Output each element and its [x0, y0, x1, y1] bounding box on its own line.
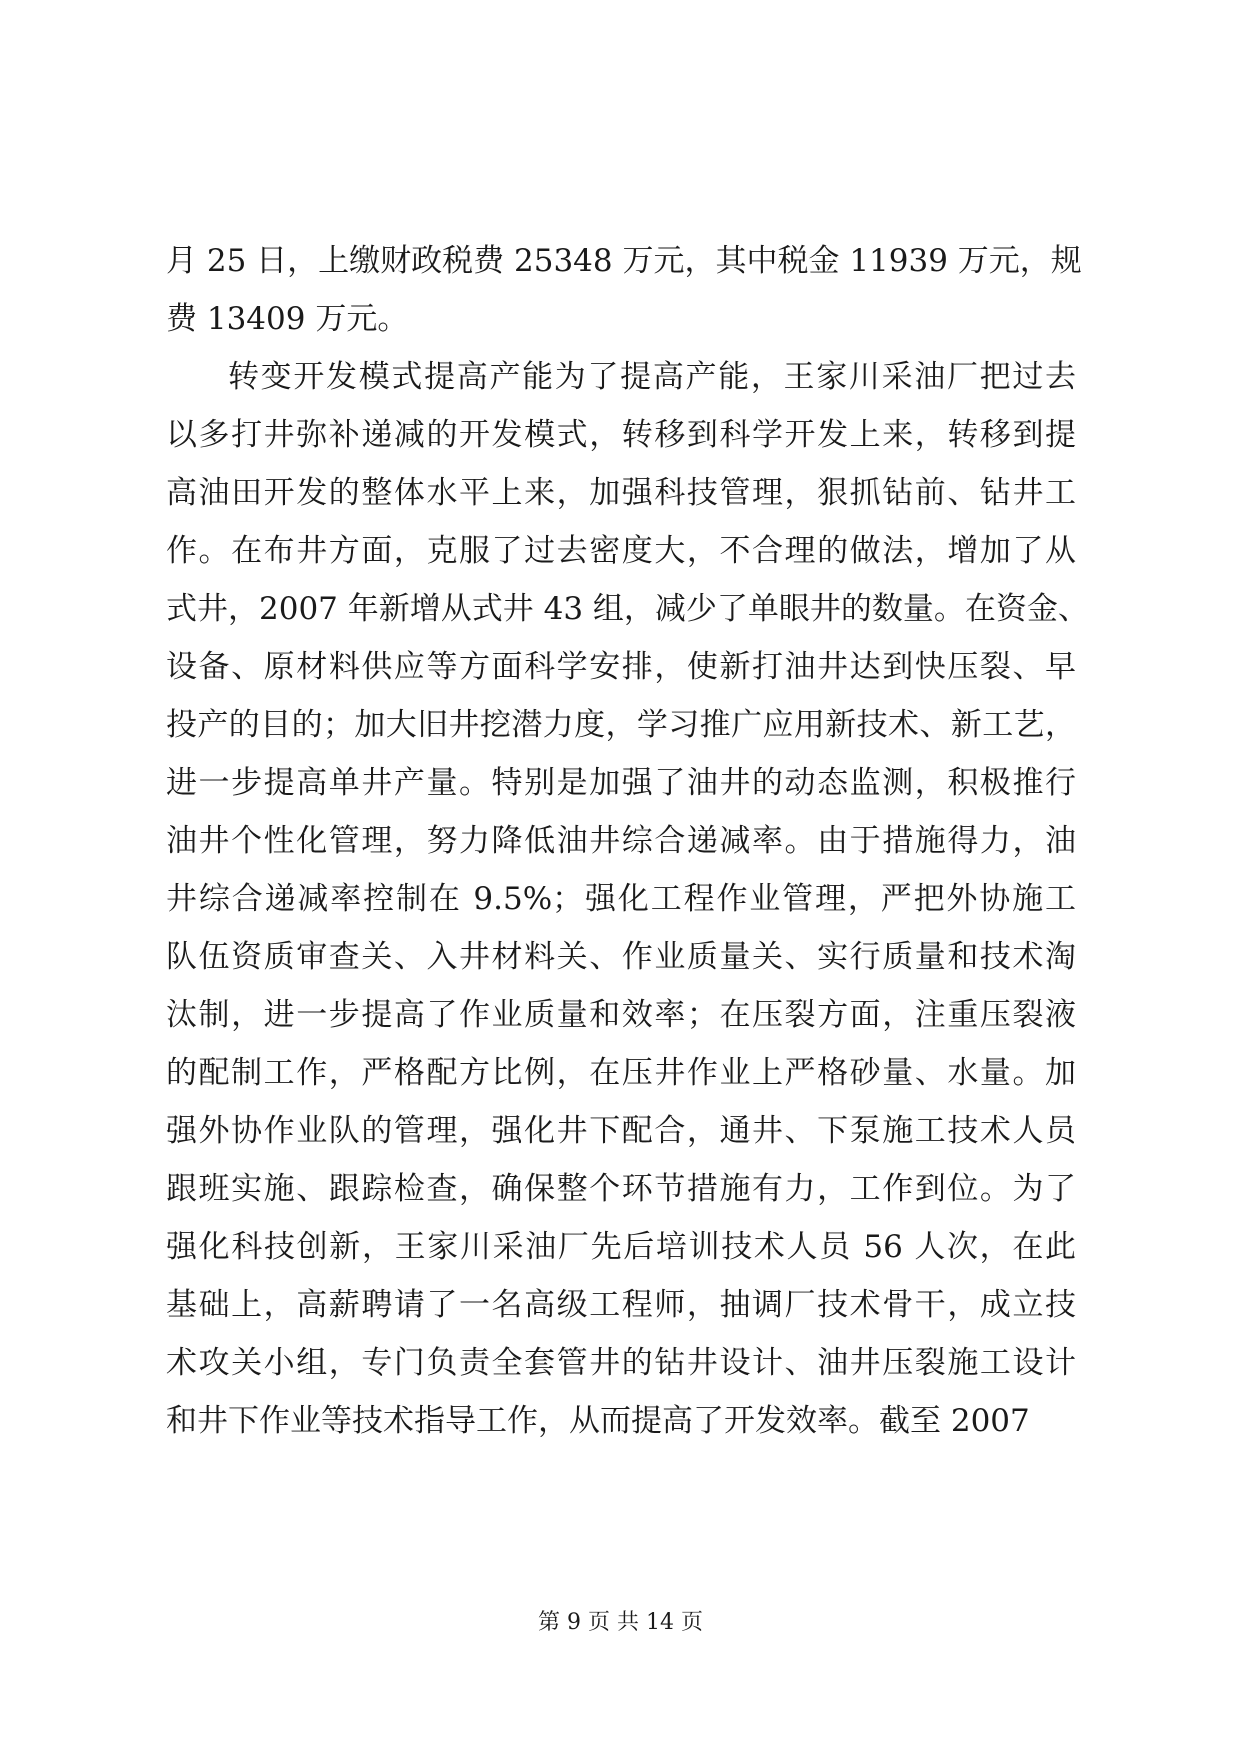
- text-line: 以多打井弥补递减的开发模式，转移到科学开发上来，转移到提: [166, 417, 1076, 453]
- paragraph-first-line: 转变开发模式提高产能为了提高产能，王家川采油厂把过去: [228, 359, 1076, 395]
- text-line: 跟班实施、跟踪检查，确保整个环节措施有力，工作到位。为了: [166, 1171, 1076, 1207]
- text-line: 费 13409 万元。: [166, 301, 409, 337]
- text-line: 强化科技创新，王家川采油厂先后培训技术人员 56 人次，在此: [166, 1229, 1076, 1265]
- text-line: 月 25 日，上缴财政税费 25348 万元，其中税金 11939 万元，规: [166, 243, 1082, 279]
- text-line: 队伍资质审查关、入井材料关、作业质量关、实行质量和技术淘: [166, 939, 1076, 975]
- text-line: 作。在布井方面，克服了过去密度大，不合理的做法，增加了从: [166, 533, 1076, 569]
- text-line: 的配制工作，严格配方比例，在压井作业上严格砂量、水量。加: [166, 1055, 1076, 1091]
- text-line: 基础上，高薪聘请了一名高级工程师，抽调厂技术骨干，成立技: [166, 1287, 1076, 1323]
- text-line: 强外协作业队的管理，强化井下配合，通井、下泵施工技术人员: [166, 1113, 1076, 1149]
- text-line: 井综合递减率控制在 9.5%；强化工程作业管理，严把外协施工: [166, 881, 1076, 917]
- text-line: 投产的目的；加大旧井挖潜力度，学习推广应用新技术、新工艺，: [166, 707, 1076, 743]
- text-line: 和井下作业等技术指导工作，从而提高了开发效率。截至 2007: [166, 1403, 1030, 1439]
- text-line: 汰制，进一步提高了作业质量和效率；在压裂方面，注重压裂液: [166, 997, 1076, 1033]
- text-line: 进一步提高单井产量。特别是加强了油井的动态监测，积极推行: [166, 765, 1076, 801]
- body-text: [166, 232, 1089, 1450]
- text-line: 式井，2007 年新增从式井 43 组，减少了单眼井的数量。在资金、: [166, 591, 1089, 627]
- text-line: 术攻关小组，专门负责全套管井的钻井设计、油井压裂施工设计: [166, 1345, 1076, 1381]
- text-line: 高油田开发的整体水平上来，加强科技管理，狠抓钻前、钻井工: [166, 475, 1076, 511]
- text-line: 油井个性化管理，努力降低油井综合递减率。由于措施得力，油: [166, 823, 1076, 859]
- page-number-footer: 第 9 页 共 14 页: [538, 1610, 703, 1635]
- text-line: 设备、原材料供应等方面科学安排，使新打油井达到快压裂、早: [166, 649, 1076, 685]
